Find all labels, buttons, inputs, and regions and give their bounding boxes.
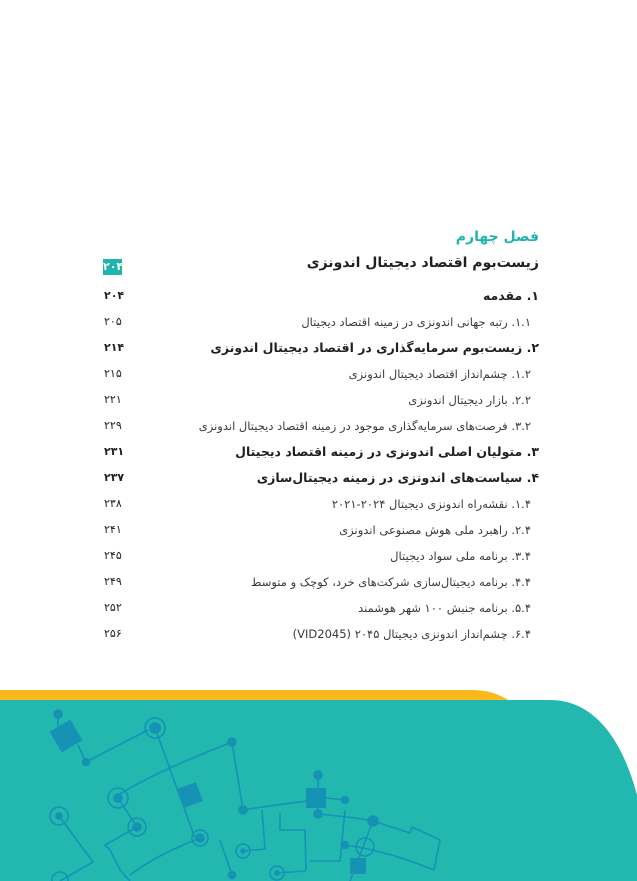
toc-entry-page: ۲۰۵ (104, 315, 122, 328)
footer-decoration (0, 690, 637, 881)
toc-entry[interactable] (0, 286, 637, 306)
toc-entry-title: ۱.۴. نقشه‌راه اندونزی دیجیتال ۲۰۲۴-۲۰۲۱ (331, 497, 531, 511)
toc-entry[interactable] (0, 598, 637, 618)
toc-entry-title: ۲.۲. بازار دیجیتال اندونزی (408, 393, 531, 407)
toc-entry-title: ۱. مقدمه (482, 288, 539, 303)
toc-entry[interactable] (0, 546, 637, 566)
toc-entry-title: ۲. زیست‌بوم سرمایه‌گذاری در اقتصاد دیجیتال اندونزی (210, 340, 539, 355)
toc-entry[interactable] (0, 494, 637, 514)
toc-entry-title: ۱.۱. رتبه جهانی اندونزی در زمینه اقتصاد دیجیتال (301, 315, 531, 329)
toc-entry[interactable] (0, 338, 637, 358)
chapter-title[interactable]: زیست‌بوم اقتصاد دیجیتال اندونزی (306, 255, 539, 271)
toc-entry[interactable] (0, 624, 637, 644)
toc-entry[interactable] (0, 312, 637, 332)
toc-entry-page: ۲۴۹ (104, 575, 122, 588)
toc-entry[interactable] (0, 520, 637, 540)
toc-entry-page: ۲۳۸ (104, 497, 122, 510)
toc-entry-page: ۲۲۹ (104, 419, 122, 432)
toc-entry[interactable] (0, 572, 637, 592)
toc-entry-page: ۲۴۱ (104, 523, 122, 536)
toc-entry-title: ۱.۲. چشم‌انداز اقتصاد دیجیتال اندونزی (348, 367, 531, 381)
toc-entry-page: ۲۱۵ (104, 367, 122, 380)
toc-entry[interactable] (0, 442, 637, 462)
toc-entry-page: ۲۳۱ (104, 445, 125, 458)
toc-entry-page: ۲۰۴ (104, 289, 125, 302)
toc-entry[interactable] (0, 390, 637, 410)
toc-entry-title: ۲.۴. راهبرد ملی هوش مصنوعی اندونزی (339, 523, 531, 537)
footer-yellow-band (0, 690, 510, 701)
toc-entry-title: ۶.۴. چشم‌انداز اندونزی دیجیتال ۲۰۴۵ (VID2045) (292, 627, 531, 641)
chapter-label: فصل چهارم (455, 229, 539, 245)
toc-entry-page: ۲۴۵ (104, 549, 122, 562)
toc-entry-page: ۲۵۶ (104, 627, 122, 640)
toc-entry-page: ۲۳۷ (104, 471, 125, 484)
toc-entry-page: ۲۵۲ (104, 601, 122, 614)
toc-entry[interactable] (0, 468, 637, 488)
toc-entry-title: ۳. متولیان اصلی اندونزی در زمینه اقتصاد دیجیتال (235, 444, 539, 459)
chapter-page-badge: ۲۰۴ (103, 260, 124, 273)
toc-entry-title: ۴. سیاست‌های اندونزی در زمینه دیجیتال‌سازی (256, 470, 539, 485)
toc-entry-title: ۴.۴. برنامه دیجیتال‌سازی شرکت‌های خرد، کوچک و متوسط (250, 575, 531, 589)
toc-entry-title: ۳.۲. فرصت‌های سرمایه‌گذاری موجود در زمینه اقتصاد دیجیتال اندونزی (198, 419, 531, 433)
toc-entry-title: ۳.۴. برنامه ملی سواد دیجیتال (390, 549, 531, 563)
toc-entry[interactable] (0, 416, 637, 436)
toc-entry[interactable] (0, 364, 637, 384)
toc-entry-page: ۲۲۱ (104, 393, 122, 406)
toc-entry-page: ۲۱۴ (104, 341, 125, 354)
toc-entry-title: ۵.۴. برنامه جنبش ۱۰۰ شهر هوشمند (358, 601, 531, 615)
